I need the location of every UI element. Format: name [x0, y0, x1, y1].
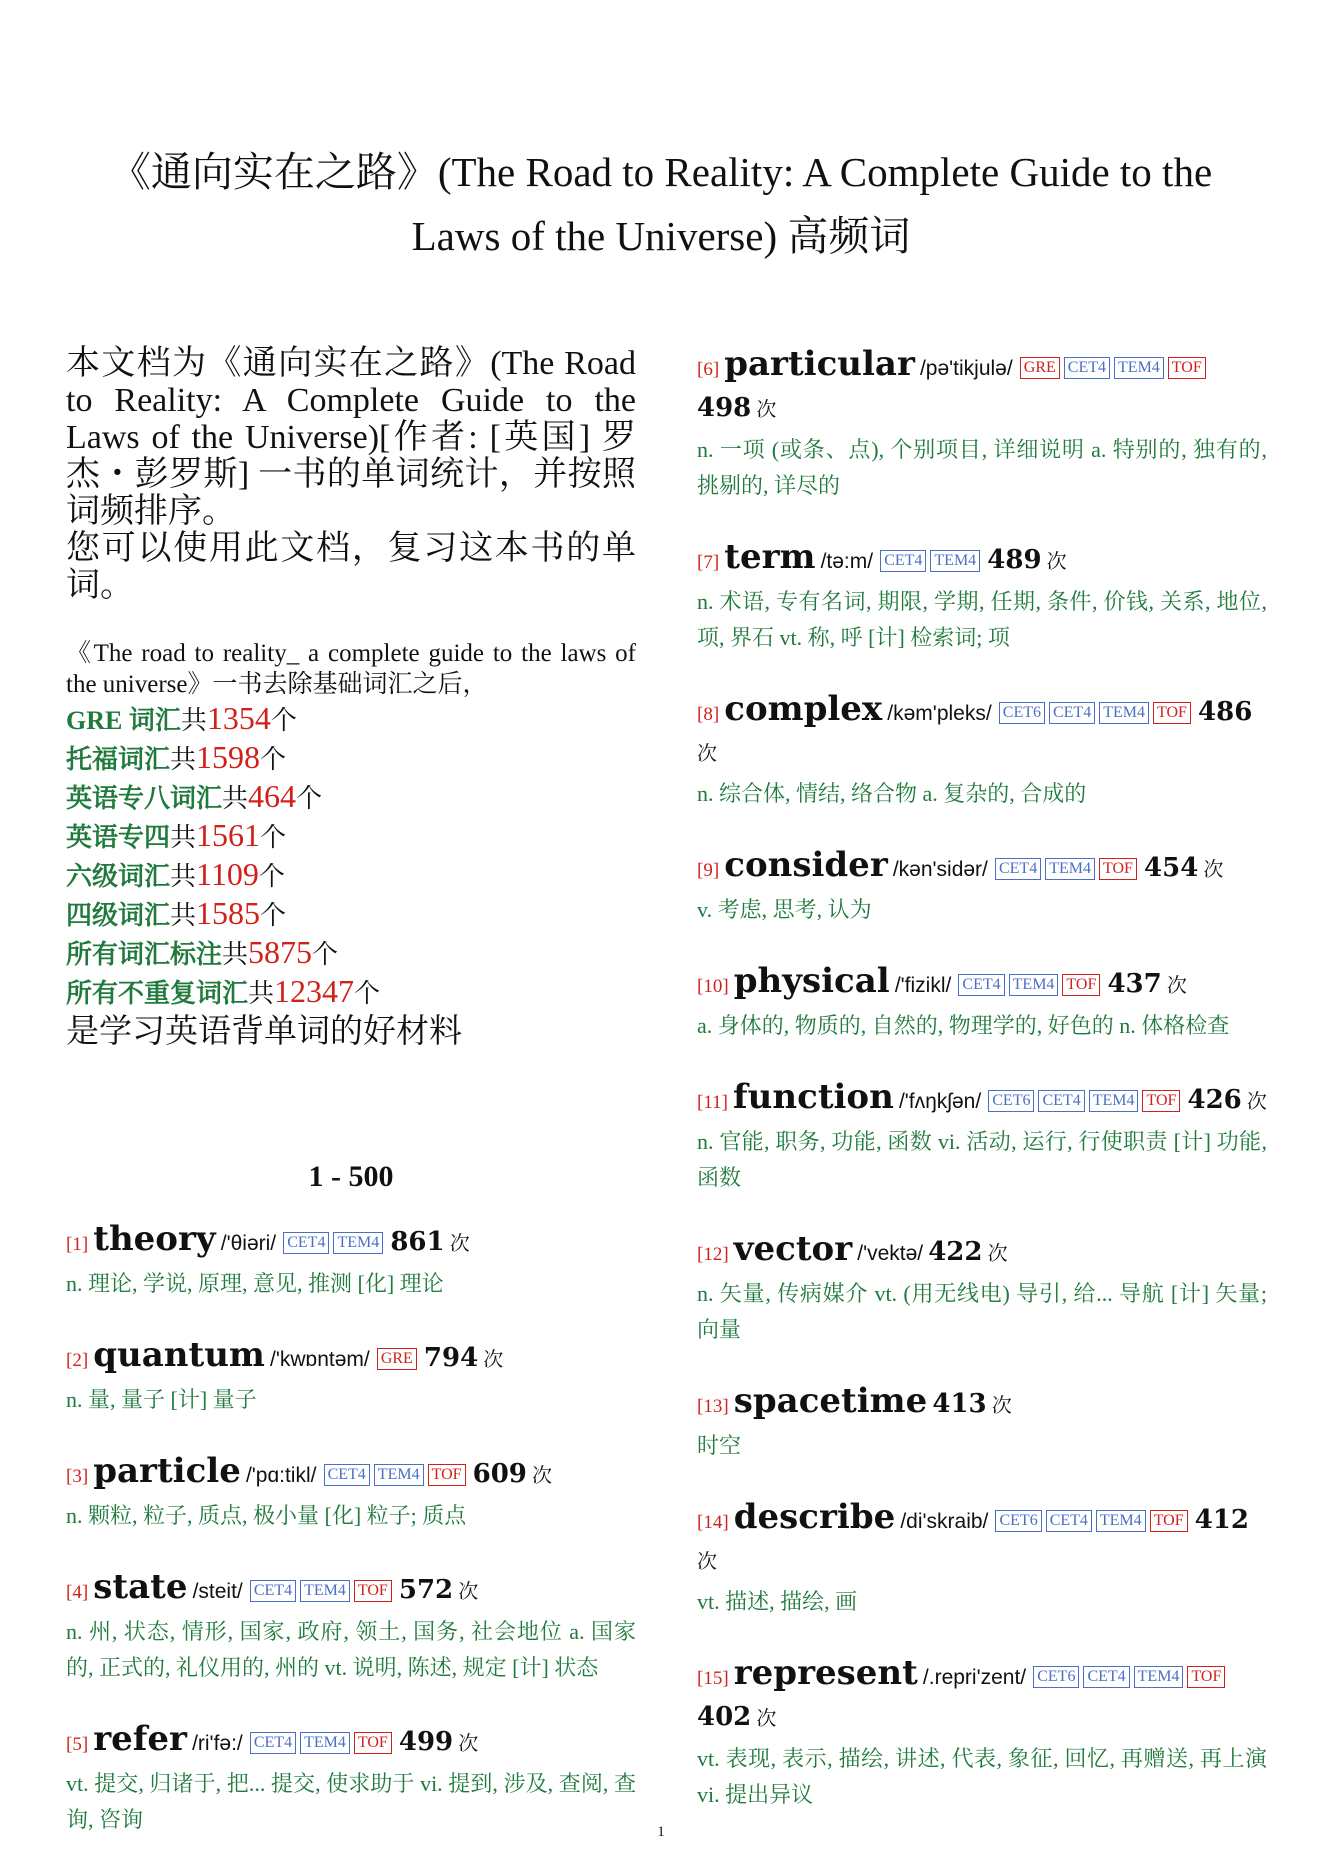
stat-mid: 共 [170, 745, 197, 774]
times-label: 次 [1166, 973, 1187, 997]
stat-mid: 共 [222, 940, 249, 969]
entry-head [697, 345, 1267, 430]
entry-phonetic: /kən'sidər/ [892, 858, 988, 881]
level-tag: TEM4 [333, 1232, 383, 1254]
entry-word: describe [733, 1497, 896, 1537]
level-tag: TEM4 [930, 550, 980, 572]
entry-word: represent [733, 1653, 918, 1693]
stat-count: 1561 [196, 817, 261, 853]
stat-label: 英语专四 [66, 823, 171, 852]
vocab-entry [697, 1230, 1267, 1348]
entry-head [697, 1654, 1267, 1739]
entry-count: 489 [987, 545, 1042, 575]
level-tag: CET4 [995, 858, 1041, 880]
entry-definition: vt. 提交, 归诸于, 把... 提交, 使求助于 vi. 提到, 涉及, 查阅, 查询, 咨询 [66, 1771, 636, 1832]
entry-word: function [733, 1077, 894, 1117]
entry-word: vector [733, 1229, 853, 1269]
level-tag: CET4 [1083, 1666, 1129, 1688]
entry-rank: [10] [697, 976, 729, 997]
entry-rank: [3] [66, 1466, 89, 1487]
times-label: 次 [458, 1579, 479, 1603]
entry-definition: n. 颗粒, 粒子, 质点, 极小量 [化] 粒子; 质点 [66, 1503, 467, 1528]
entry-definition: vt. 描述, 描绘, 画 [697, 1589, 858, 1614]
vocab-entry [697, 1382, 1267, 1464]
vocab-entry [66, 1452, 636, 1534]
entry-phonetic: /'θiəri/ [220, 1232, 277, 1255]
entry-rank: [8] [697, 704, 720, 725]
entry-definition: n. 一项 (或条、点), 个别项目, 详细说明 a. 特别的, 独有的, 挑剔的, 详尽的 [697, 437, 1267, 498]
vocab-entry [697, 962, 1267, 1044]
vocab-entry [66, 1568, 636, 1686]
stat-count: 5875 [248, 934, 313, 970]
level-tag: TEM4 [1099, 702, 1149, 724]
entry-count: 794 [423, 1343, 479, 1373]
entry-phonetic: /'kwɒntəm/ [270, 1348, 370, 1371]
stats-list [66, 700, 636, 1012]
stat-line [66, 856, 636, 895]
entry-head [697, 1078, 1267, 1122]
entry-rank: [11] [697, 1092, 728, 1113]
level-tag: CET4 [1064, 357, 1110, 379]
level-tag: TEM4 [1089, 1090, 1139, 1112]
entry-phonetic: /di'skraib/ [900, 1510, 989, 1533]
stat-label: 英语专八词汇 [66, 784, 223, 813]
level-tag: CET6 [995, 1510, 1041, 1532]
times-label: 次 [531, 1463, 552, 1487]
level-tag: TEM4 [374, 1464, 424, 1486]
entry-rank: [2] [66, 1350, 89, 1371]
level-tag: TEM4 [300, 1732, 350, 1754]
range-heading: 1 - 500 [308, 1160, 394, 1193]
level-tag: TEM4 [1114, 357, 1164, 379]
stat-line [66, 973, 636, 1012]
entry-word: theory [93, 1219, 216, 1259]
entry-definition: n. 州, 状态, 情形, 国家, 政府, 领土, 国务, 社会地位 a. 国家的, 正式的, 礼仪用的, 州的 vt. 说明, 陈述, 规定 [计] 状态 [66, 1619, 636, 1680]
vocab-entry [697, 846, 1267, 928]
entry-phonetic: /'fʌŋkʃən/ [898, 1090, 982, 1113]
entry-count: 498 [697, 393, 752, 423]
entry-phonetic: /ri'fə:/ [192, 1732, 243, 1755]
level-tag: TEM4 [1134, 1666, 1184, 1688]
entry-head [66, 1220, 636, 1264]
level-tag: TOF [1153, 702, 1191, 724]
entry-head [697, 1230, 1267, 1274]
vocab-entry [697, 345, 1267, 504]
entry-phonetic: /pə'tikjulə/ [919, 357, 1013, 380]
entry-count: 609 [472, 1459, 527, 1489]
level-tag: CET4 [250, 1580, 296, 1602]
entry-count: 402 [697, 1702, 752, 1732]
level-tag: TOF [1142, 1090, 1180, 1112]
entry-head [697, 1382, 1267, 1426]
stat-line [66, 739, 636, 778]
vocab-entry [66, 1336, 636, 1418]
level-tag: CET6 [999, 702, 1045, 724]
level-tag: GRE [377, 1348, 417, 1370]
times-label: 次 [458, 1731, 479, 1755]
stat-unit: 个 [296, 784, 323, 813]
entry-definition: v. 考虑, 思考, 认为 [697, 897, 872, 922]
entry-definition: n. 官能, 职务, 功能, 函数 vi. 活动, 运行, 行使职责 [计] 功能, 函数 [697, 1129, 1267, 1190]
entry-count: 426 [1187, 1085, 1242, 1115]
entry-definition: n. 量, 量子 [计] 量子 [66, 1387, 257, 1412]
vocab-entry [697, 1654, 1267, 1813]
level-tag: CET4 [958, 974, 1004, 996]
stat-label: 托福词汇 [66, 745, 171, 774]
entry-rank: [5] [66, 1734, 89, 1755]
stat-line [66, 895, 636, 934]
level-tag: CET6 [1033, 1666, 1079, 1688]
entry-phonetic: /tə:m/ [820, 550, 874, 573]
entry-word: refer [93, 1719, 187, 1759]
entry-word: complex [724, 689, 883, 729]
entry-count: 454 [1144, 853, 1199, 883]
stat-mid: 共 [222, 784, 249, 813]
entry-phonetic: /'vektə/ [857, 1242, 924, 1265]
stat-label: GRE 词汇 [66, 706, 181, 735]
entry-word: quantum [93, 1335, 265, 1375]
stat-mid: 共 [180, 706, 207, 735]
entry-rank: [14] [697, 1512, 729, 1533]
entry-definition: vt. 表现, 表示, 描绘, 讲述, 代表, 象征, 回忆, 再赠送, 再上演 vi. 提出异议 [697, 1746, 1267, 1807]
entry-count: 499 [398, 1727, 454, 1757]
entry-phonetic: /'pɑ:tikl/ [245, 1464, 317, 1487]
times-label: 次 [1203, 857, 1224, 881]
right-entry-list [697, 345, 1267, 1813]
stat-label: 四级词汇 [66, 901, 171, 930]
stat-line [66, 817, 636, 856]
entry-count: 572 [398, 1575, 454, 1605]
level-tag: CET4 [1038, 1090, 1084, 1112]
entry-definition: a. 身体的, 物质的, 自然的, 物理学的, 好色的 n. 体格检查 [697, 1013, 1230, 1038]
vocab-entry [697, 1498, 1267, 1620]
entry-head [697, 1498, 1267, 1582]
entry-count: 412 [1194, 1505, 1249, 1535]
intro-block [66, 345, 636, 604]
level-tag: CET4 [880, 550, 926, 572]
entry-word: physical [733, 961, 890, 1001]
stat-unit: 个 [260, 745, 287, 774]
entry-definition: n. 术语, 专有名词, 期限, 学期, 任期, 条件, 价钱, 关系, 地位, 项, 界石 vt. 称, 呼 [计] 检索词; 项 [697, 589, 1267, 650]
level-tag: TOF [354, 1732, 392, 1754]
level-tag: TEM4 [1096, 1510, 1146, 1532]
entry-phonetic: /steit/ [192, 1580, 243, 1603]
level-tag: CET4 [324, 1464, 370, 1486]
stat-mid: 共 [170, 823, 197, 852]
right-column [697, 345, 1267, 1847]
level-tag: TOF [1187, 1666, 1225, 1688]
entry-head [697, 690, 1267, 774]
vocab-entry [66, 1720, 636, 1838]
stat-label: 六级词汇 [66, 862, 171, 891]
page-title: 《通向实在之路》(The Road to Reality: A Complete Guide to the Laws of the Universe) 高频词 [109, 149, 1213, 259]
stat-mid: 共 [170, 862, 197, 891]
times-label: 次 [1246, 1089, 1267, 1113]
entry-rank: [12] [697, 1244, 729, 1265]
times-label: 次 [756, 397, 777, 421]
entry-head [66, 1452, 636, 1496]
entry-head [66, 1568, 636, 1612]
page-number: 1 [657, 1824, 665, 1840]
stat-mid: 共 [248, 979, 275, 1008]
entry-word: spacetime [733, 1381, 928, 1421]
stat-count: 1585 [196, 895, 261, 931]
times-label: 次 [991, 1393, 1012, 1417]
entry-head [66, 1336, 636, 1380]
stat-label: 所有不重复词汇 [66, 979, 249, 1008]
vocab-entry [697, 690, 1267, 812]
entry-word: particular [724, 344, 915, 384]
entry-rank: [13] [697, 1396, 729, 1417]
entry-rank: [4] [66, 1582, 89, 1603]
stat-line [66, 778, 636, 817]
stat-count: 1354 [206, 700, 271, 736]
entry-head [697, 962, 1267, 1006]
times-label: 次 [1046, 549, 1067, 573]
times-label: 次 [987, 1241, 1008, 1265]
entry-head [697, 846, 1267, 890]
entry-definition: n. 综合体, 情结, 络合物 a. 复杂的, 合成的 [697, 781, 1087, 806]
stat-unit: 个 [312, 940, 339, 969]
entry-count: 422 [928, 1237, 983, 1267]
times-label: 次 [756, 1706, 777, 1730]
intro-paragraph-1: 本文档为《通向实在之路》(The Road to Reality: A Complete Guide to the Laws of the Universe)[作者: [英国] 罗杰・彭罗斯] 一书的单词统计，并按照词频排序。 [66, 345, 636, 530]
level-tag: CET4 [1049, 702, 1095, 724]
vocab-entry [697, 1078, 1267, 1196]
entry-word: state [93, 1567, 188, 1607]
vocab-entry [697, 538, 1267, 656]
entry-definition: 时空 [697, 1433, 742, 1458]
entry-rank: [6] [697, 359, 720, 380]
level-tag: TEM4 [1045, 858, 1095, 880]
level-tag: CET6 [988, 1090, 1034, 1112]
entry-word: term [724, 537, 816, 577]
entry-definition: n. 矢量, 传病媒介 vt. (用无线电) 导引, 给... 导航 [计] 矢量; 向量 [697, 1281, 1267, 1342]
stat-unit: 个 [354, 979, 381, 1008]
stat-unit: 个 [260, 901, 287, 930]
level-tag: GRE [1020, 357, 1060, 379]
entry-head [66, 1720, 636, 1764]
level-tag: TOF [1099, 858, 1137, 880]
times-label: 次 [449, 1231, 470, 1255]
entry-rank: [9] [697, 860, 720, 881]
entry-count: 861 [390, 1227, 445, 1257]
stat-unit: 个 [258, 862, 285, 891]
level-tag: TOF [1062, 974, 1100, 996]
entry-count: 437 [1107, 969, 1162, 999]
stat-line [66, 700, 636, 739]
level-tag: CET4 [283, 1232, 329, 1254]
times-label: 次 [697, 1549, 717, 1573]
level-tag: TOF [1150, 1510, 1188, 1532]
intro-paragraph-2: 您可以使用此文档，复习这本书的单词。 [66, 530, 636, 604]
entry-rank: [7] [697, 552, 720, 573]
entry-word: consider [724, 845, 888, 885]
vocab-entry [66, 1220, 636, 1302]
stat-count: 1598 [196, 739, 261, 775]
stat-line [66, 934, 636, 973]
stats-footer: 是学习英语背单词的好材料 [66, 1014, 462, 1050]
entry-count: 486 [1198, 697, 1253, 727]
times-label: 次 [483, 1347, 504, 1371]
level-tag: CET4 [250, 1732, 296, 1754]
stat-count: 12347 [274, 973, 355, 1009]
entry-word: particle [93, 1451, 241, 1491]
stat-count: 464 [248, 778, 297, 814]
level-tag: CET4 [1046, 1510, 1092, 1532]
level-tag: TOF [428, 1464, 466, 1486]
level-tag: TEM4 [1009, 974, 1059, 996]
times-label: 次 [697, 741, 717, 765]
stat-unit: 个 [270, 706, 297, 735]
level-tag: TEM4 [300, 1580, 350, 1602]
level-tag: TOF [1168, 357, 1206, 379]
stat-mid: 共 [170, 901, 197, 930]
entry-phonetic: /'fizikl/ [894, 974, 952, 997]
entry-rank: [15] [697, 1668, 729, 1689]
stat-label: 所有词汇标注 [66, 940, 223, 969]
entry-phonetic: /.repri'zent/ [922, 1666, 1027, 1689]
stat-count: 1109 [196, 856, 259, 892]
entry-count: 413 [932, 1389, 987, 1419]
left-entry-list [66, 1220, 636, 1838]
entry-definition: n. 理论, 学说, 原理, 意见, 推测 [化] 理论 [66, 1271, 444, 1296]
entry-rank: [1] [66, 1234, 89, 1255]
left-column [66, 345, 636, 1872]
entry-head [697, 538, 1267, 582]
entry-phonetic: /kəm'pleks/ [887, 702, 992, 725]
level-tag: TOF [354, 1580, 392, 1602]
stats-lead: 《The road to reality_ a complete guide to the laws of the universe》一书去除基础词汇之后， [66, 640, 636, 698]
stat-unit: 个 [260, 823, 287, 852]
stats-block [66, 638, 636, 1052]
